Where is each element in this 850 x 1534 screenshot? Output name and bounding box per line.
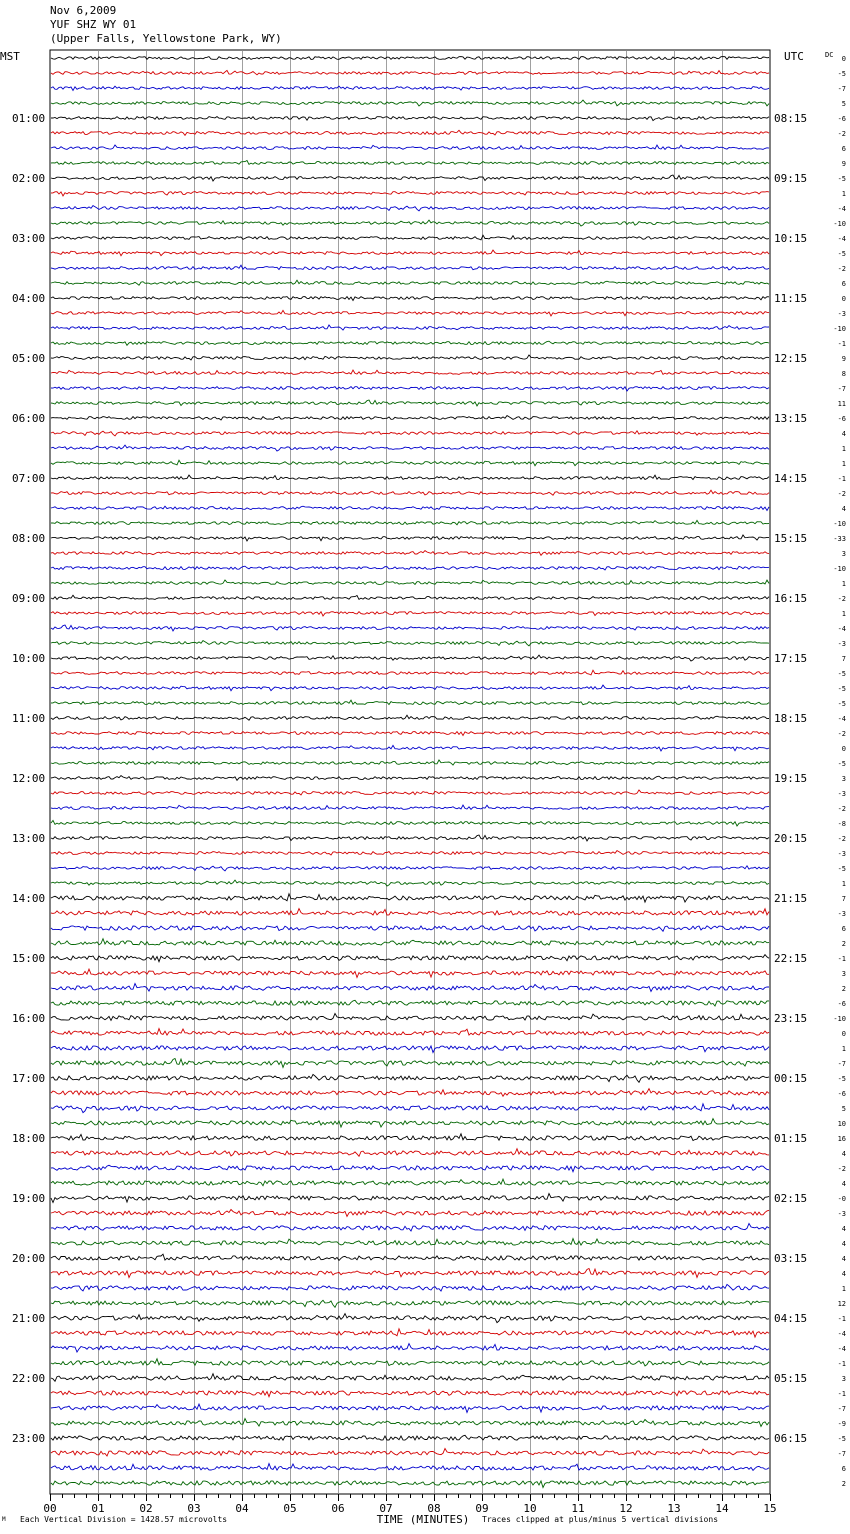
utc-axis-title: UTC bbox=[784, 50, 804, 63]
mst-hour-label: 02:00 bbox=[12, 172, 46, 185]
dc-offset-label: 6 bbox=[841, 145, 846, 153]
trace-line bbox=[51, 1149, 769, 1157]
x-tick-label: 14 bbox=[715, 1502, 729, 1515]
x-tick-label: 15 bbox=[763, 1502, 777, 1515]
trace-line bbox=[51, 297, 769, 301]
trace-line bbox=[51, 909, 769, 916]
dc-offset-label: 1 bbox=[841, 190, 846, 198]
trace-line bbox=[51, 939, 769, 946]
utc-hour-label: 01:15 bbox=[774, 1132, 808, 1145]
x-axis-label: TIME (MINUTES) bbox=[376, 1513, 470, 1526]
trace-line bbox=[51, 685, 769, 691]
dc-offset-label: 5 bbox=[841, 1105, 846, 1113]
dc-offset-label: 9 bbox=[841, 355, 846, 363]
trace-line bbox=[51, 1391, 769, 1397]
trace-line bbox=[51, 86, 769, 90]
dc-offset-label: 1 bbox=[841, 460, 846, 468]
trace-line bbox=[51, 1165, 769, 1171]
x-tick-label: 01 bbox=[91, 1502, 105, 1515]
dc-offset-label: -1 bbox=[837, 475, 846, 483]
dc-offset-label: -5 bbox=[837, 760, 846, 768]
dc-offset-label: 4 bbox=[841, 1180, 846, 1188]
trace-line bbox=[51, 506, 769, 510]
footer-mark: M bbox=[2, 1516, 6, 1523]
dc-offset-label: 6 bbox=[841, 1465, 846, 1473]
trace-line bbox=[51, 325, 769, 330]
trace-line bbox=[51, 70, 769, 74]
dc-offset-label: -3 bbox=[837, 790, 846, 798]
dc-offset-label: 11 bbox=[837, 400, 846, 408]
dc-offset-label: -2 bbox=[837, 730, 846, 738]
mst-hour-label: 18:00 bbox=[12, 1132, 46, 1145]
dc-offset-label: -5 bbox=[837, 1435, 846, 1443]
trace-line bbox=[51, 1284, 769, 1291]
dc-offset-label: 1 bbox=[841, 1045, 846, 1053]
utc-hour-label: 08:15 bbox=[774, 112, 808, 125]
trace-line bbox=[51, 551, 769, 556]
trace-line bbox=[51, 355, 769, 360]
mst-hour-label: 20:00 bbox=[12, 1252, 46, 1265]
x-tick-label: 03 bbox=[187, 1502, 201, 1515]
trace-line bbox=[51, 866, 769, 871]
dc-offset-label: -5 bbox=[837, 865, 846, 873]
trace-line bbox=[51, 1481, 769, 1488]
trace-line bbox=[51, 57, 769, 60]
dc-offset-label: 6 bbox=[841, 925, 846, 933]
trace-line bbox=[51, 1119, 769, 1128]
utc-hour-label: 20:15 bbox=[774, 832, 808, 845]
utc-hour-label: 10:15 bbox=[774, 232, 808, 245]
trace-line bbox=[51, 595, 769, 599]
trace-line bbox=[51, 1089, 769, 1097]
dc-offset-label: -6 bbox=[837, 1090, 846, 1098]
dc-offset-label: -3 bbox=[837, 310, 846, 318]
mst-hour-label: 07:00 bbox=[12, 472, 46, 485]
dc-title: DC bbox=[825, 51, 834, 59]
dc-offset-label: -2 bbox=[837, 805, 846, 813]
dc-offset-label: -3 bbox=[837, 1210, 846, 1218]
utc-hour-label: 14:15 bbox=[774, 472, 808, 485]
dc-offset-label: -7 bbox=[837, 1060, 846, 1068]
dc-offset-label: 4 bbox=[841, 1240, 846, 1248]
mst-hour-label: 19:00 bbox=[12, 1192, 46, 1205]
mst-hour-label: 22:00 bbox=[12, 1372, 46, 1385]
trace-line bbox=[51, 1269, 769, 1278]
dc-offset-label: -7 bbox=[837, 85, 846, 93]
dc-offset-label: -6 bbox=[837, 115, 846, 123]
trace-line bbox=[51, 490, 769, 495]
trace-line bbox=[51, 625, 769, 631]
utc-hour-label: 00:15 bbox=[774, 1072, 808, 1085]
trace-line bbox=[51, 984, 769, 992]
x-tick-label: 07 bbox=[379, 1502, 393, 1515]
dc-offset-label: -33 bbox=[833, 535, 846, 543]
trace-line bbox=[51, 700, 769, 705]
trace-line bbox=[51, 955, 769, 962]
dc-offset-label: 0 bbox=[841, 745, 846, 753]
x-tick-label: 08 bbox=[427, 1502, 441, 1515]
dc-offset-label: -6 bbox=[837, 1000, 846, 1008]
dc-offset-label: 0 bbox=[841, 1030, 846, 1038]
x-tick-label: 13 bbox=[667, 1502, 681, 1515]
trace-line bbox=[51, 1314, 769, 1323]
dc-offset-label: -2 bbox=[837, 595, 846, 603]
trace-line bbox=[51, 1359, 769, 1366]
dc-offset-label: -2 bbox=[837, 490, 846, 498]
mst-hour-label: 05:00 bbox=[12, 352, 46, 365]
trace-line bbox=[51, 715, 769, 720]
trace-line bbox=[51, 475, 769, 479]
dc-offset-label: -4 bbox=[837, 235, 846, 243]
trace-line bbox=[51, 387, 769, 391]
dc-offset-label: 6 bbox=[841, 280, 846, 288]
dc-offset-label: -1 bbox=[837, 1360, 846, 1368]
trace-line bbox=[51, 1000, 769, 1006]
trace-line bbox=[51, 1029, 769, 1036]
dc-offset-label: 4 bbox=[841, 430, 846, 438]
trace-line bbox=[51, 641, 769, 646]
dc-offset-label: -7 bbox=[837, 385, 846, 393]
footer-division-note: Each Vertical Division = 1428.57 microvolts bbox=[20, 1515, 228, 1524]
dc-offset-label: -4 bbox=[837, 1330, 846, 1338]
dc-offset-label: 10 bbox=[837, 1120, 846, 1128]
dc-offset-label: 1 bbox=[841, 445, 846, 453]
dc-offset-label: -5 bbox=[837, 700, 846, 708]
dc-offset-label: 5 bbox=[841, 100, 846, 108]
dc-offset-label: -5 bbox=[837, 175, 846, 183]
trace-line bbox=[51, 400, 769, 406]
mst-hour-label: 13:00 bbox=[12, 832, 46, 845]
trace-line bbox=[51, 460, 769, 466]
trace-line bbox=[51, 835, 769, 841]
x-tick-label: 02 bbox=[139, 1502, 153, 1515]
trace-line bbox=[51, 580, 769, 584]
trace-line bbox=[51, 1435, 769, 1440]
trace-line bbox=[51, 1134, 769, 1141]
dc-offset-label: -2 bbox=[837, 835, 846, 843]
dc-offset-label: 3 bbox=[841, 550, 846, 558]
trace-line bbox=[51, 206, 769, 211]
trace-line bbox=[51, 1239, 769, 1246]
utc-hour-label: 21:15 bbox=[774, 892, 808, 905]
trace-line bbox=[51, 760, 769, 765]
plot-frame bbox=[50, 50, 770, 1494]
mst-hour-label: 08:00 bbox=[12, 532, 46, 545]
utc-hour-label: 05:15 bbox=[774, 1372, 808, 1385]
mst-hour-label: 21:00 bbox=[12, 1312, 46, 1325]
dc-offset-label: 4 bbox=[841, 1225, 846, 1233]
dc-offset-label: -5 bbox=[837, 685, 846, 693]
utc-hour-label: 18:15 bbox=[774, 712, 808, 725]
trace-line bbox=[51, 117, 769, 121]
dc-offset-label: -7 bbox=[837, 1405, 846, 1413]
x-tick-label: 00 bbox=[43, 1502, 57, 1515]
trace-line bbox=[51, 566, 769, 570]
trace-line bbox=[51, 805, 769, 809]
dc-offset-label: -3 bbox=[837, 850, 846, 858]
dc-offset-label: -9 bbox=[837, 1420, 846, 1428]
dc-offset-label: -10 bbox=[833, 325, 846, 333]
trace-line bbox=[51, 926, 769, 931]
utc-hour-label: 19:15 bbox=[774, 772, 808, 785]
dc-offset-label: 1 bbox=[841, 1285, 846, 1293]
dc-offset-label: -8 bbox=[837, 820, 846, 828]
dc-offset-label: 7 bbox=[841, 895, 846, 903]
utc-hour-label: 09:15 bbox=[774, 172, 808, 185]
dc-offset-label: 2 bbox=[841, 985, 846, 993]
utc-hour-label: 13:15 bbox=[774, 412, 808, 425]
trace-line bbox=[51, 416, 769, 420]
dc-offset-label: -3 bbox=[837, 910, 846, 918]
dc-offset-label: 4 bbox=[841, 1255, 846, 1263]
x-tick-label: 12 bbox=[619, 1502, 633, 1515]
mst-hour-label: 16:00 bbox=[12, 1012, 46, 1025]
trace-line bbox=[51, 445, 769, 451]
trace-line bbox=[51, 1374, 769, 1382]
mst-hour-label: 12:00 bbox=[12, 772, 46, 785]
trace-line bbox=[51, 1194, 769, 1203]
mst-hour-label: 04:00 bbox=[12, 292, 46, 305]
chart-date: Nov 6,2009 bbox=[50, 4, 117, 17]
dc-offset-label: -6 bbox=[837, 415, 846, 423]
dc-offset-label: -3 bbox=[837, 640, 846, 648]
dc-offset-label: 1 bbox=[841, 880, 846, 888]
trace-line bbox=[51, 1329, 769, 1337]
dc-offset-label: 12 bbox=[837, 1300, 846, 1308]
trace-line bbox=[51, 1404, 769, 1412]
trace-line bbox=[51, 1046, 769, 1053]
mst-hour-label: 11:00 bbox=[12, 712, 46, 725]
trace-line bbox=[51, 280, 769, 285]
trace-line bbox=[51, 161, 769, 165]
x-tick-label: 04 bbox=[235, 1502, 249, 1515]
trace-line bbox=[51, 431, 769, 436]
trace-line bbox=[51, 1104, 769, 1113]
trace-line bbox=[51, 1210, 769, 1217]
trace-line bbox=[51, 732, 769, 736]
trace-line bbox=[51, 220, 769, 226]
dc-offset-label: 2 bbox=[841, 940, 846, 948]
dc-offset-label: -1 bbox=[837, 1390, 846, 1398]
footer-clip-note: Traces clipped at plus/minus 5 vertical divisions bbox=[482, 1515, 719, 1524]
station-location: (Upper Falls, Yellowstone Park, WY) bbox=[50, 32, 282, 45]
trace-line bbox=[51, 1464, 769, 1471]
trace-line bbox=[51, 612, 769, 616]
trace-line bbox=[51, 1074, 769, 1082]
trace-line bbox=[51, 1224, 769, 1232]
dc-offset-label: 1 bbox=[841, 610, 846, 618]
dc-offset-label: -10 bbox=[833, 220, 846, 228]
utc-hour-label: 06:15 bbox=[774, 1432, 808, 1445]
mst-axis-title: MST bbox=[0, 50, 20, 63]
dc-offset-label: 16 bbox=[837, 1135, 846, 1143]
trace-line bbox=[51, 880, 769, 886]
trace-line bbox=[51, 130, 769, 135]
utc-hour-label: 02:15 bbox=[774, 1192, 808, 1205]
dc-offset-label: -7 bbox=[837, 1450, 846, 1458]
x-tick-label: 09 bbox=[475, 1502, 489, 1515]
utc-hour-label: 11:15 bbox=[774, 292, 808, 305]
trace-line bbox=[51, 100, 769, 106]
mst-hour-label: 15:00 bbox=[12, 952, 46, 965]
trace-line bbox=[51, 670, 769, 675]
dc-offset-label: -1 bbox=[837, 340, 846, 348]
trace-line bbox=[51, 341, 769, 345]
trace-line bbox=[51, 235, 769, 240]
dc-offset-label: 3 bbox=[841, 775, 846, 783]
utc-hour-label: 22:15 bbox=[774, 952, 808, 965]
x-tick-label: 06 bbox=[331, 1502, 345, 1515]
utc-hour-label: 16:15 bbox=[774, 592, 808, 605]
trace-line bbox=[51, 250, 769, 256]
mst-hour-label: 10:00 bbox=[12, 652, 46, 665]
trace-line bbox=[51, 1254, 769, 1260]
trace-line bbox=[51, 192, 769, 196]
dc-offset-label: 4 bbox=[841, 505, 846, 513]
utc-hour-label: 04:15 bbox=[774, 1312, 808, 1325]
trace-line bbox=[51, 1344, 769, 1352]
trace-line bbox=[51, 175, 769, 181]
dc-offset-label: 2 bbox=[841, 1480, 846, 1488]
mst-hour-label: 01:00 bbox=[12, 112, 46, 125]
utc-hour-label: 23:15 bbox=[774, 1012, 808, 1025]
trace-line bbox=[51, 535, 769, 541]
trace-line bbox=[51, 370, 769, 374]
dc-offset-label: -2 bbox=[837, 130, 846, 138]
dc-offset-label: -0 bbox=[837, 1195, 846, 1203]
trace-line bbox=[51, 1449, 769, 1457]
trace-line bbox=[51, 821, 769, 827]
trace-line bbox=[51, 1014, 769, 1021]
dc-offset-label: -5 bbox=[837, 250, 846, 258]
trace-line bbox=[51, 1179, 769, 1186]
dc-offset-label: 1 bbox=[841, 580, 846, 588]
dc-offset-label: 3 bbox=[841, 1375, 846, 1383]
mst-hour-label: 09:00 bbox=[12, 592, 46, 605]
dc-offset-label: -2 bbox=[837, 265, 846, 273]
dc-offset-label: 3 bbox=[841, 970, 846, 978]
dc-offset-label: 4 bbox=[841, 1150, 846, 1158]
dc-offset-label: -10 bbox=[833, 1015, 846, 1023]
dc-offset-label: -1 bbox=[837, 1315, 846, 1323]
dc-offset-label: -10 bbox=[833, 565, 846, 573]
trace-line bbox=[51, 655, 769, 661]
dc-offset-label: -5 bbox=[837, 1075, 846, 1083]
mst-hour-label: 14:00 bbox=[12, 892, 46, 905]
dc-offset-label: 9 bbox=[841, 160, 846, 168]
mst-hour-label: 03:00 bbox=[12, 232, 46, 245]
dc-offset-label: -4 bbox=[837, 625, 846, 633]
dc-offset-label: -2 bbox=[837, 1165, 846, 1173]
station-code: YUF SHZ WY 01 bbox=[50, 18, 137, 31]
dc-offset-label: -10 bbox=[833, 520, 846, 528]
dc-offset-label: -5 bbox=[837, 70, 846, 78]
dc-offset-label: -4 bbox=[837, 205, 846, 213]
trace-line bbox=[51, 145, 769, 149]
trace-line bbox=[51, 1059, 769, 1068]
trace-line bbox=[51, 894, 769, 902]
dc-offset-label: -1 bbox=[837, 955, 846, 963]
x-tick-label: 11 bbox=[571, 1502, 585, 1515]
dc-offset-label: -5 bbox=[837, 670, 846, 678]
dc-offset-label: -4 bbox=[837, 1345, 846, 1353]
dc-offset-label: 8 bbox=[841, 370, 846, 378]
dc-offset-label: 4 bbox=[841, 1270, 846, 1278]
trace-line bbox=[51, 969, 769, 977]
trace-line bbox=[51, 520, 769, 524]
trace-line bbox=[51, 776, 769, 781]
x-tick-label: 05 bbox=[283, 1502, 297, 1515]
trace-line bbox=[51, 745, 769, 751]
utc-hour-label: 12:15 bbox=[774, 352, 808, 365]
dc-offset-label: 7 bbox=[841, 655, 846, 663]
trace-line bbox=[51, 790, 769, 795]
trace-line bbox=[51, 310, 769, 316]
dc-offset-label: -4 bbox=[837, 715, 846, 723]
dc-offset-label: 0 bbox=[841, 295, 846, 303]
mst-hour-label: 17:00 bbox=[12, 1072, 46, 1085]
x-tick-label: 10 bbox=[523, 1502, 537, 1515]
trace-line bbox=[51, 851, 769, 855]
mst-hour-label: 23:00 bbox=[12, 1432, 46, 1445]
utc-hour-label: 03:15 bbox=[774, 1252, 808, 1265]
dc-offset-label: 0 bbox=[841, 55, 846, 63]
utc-hour-label: 15:15 bbox=[774, 532, 808, 545]
trace-line bbox=[51, 1300, 769, 1307]
mst-hour-label: 06:00 bbox=[12, 412, 46, 425]
trace-line bbox=[51, 265, 769, 270]
trace-line bbox=[51, 1419, 769, 1427]
utc-hour-label: 17:15 bbox=[774, 652, 808, 665]
